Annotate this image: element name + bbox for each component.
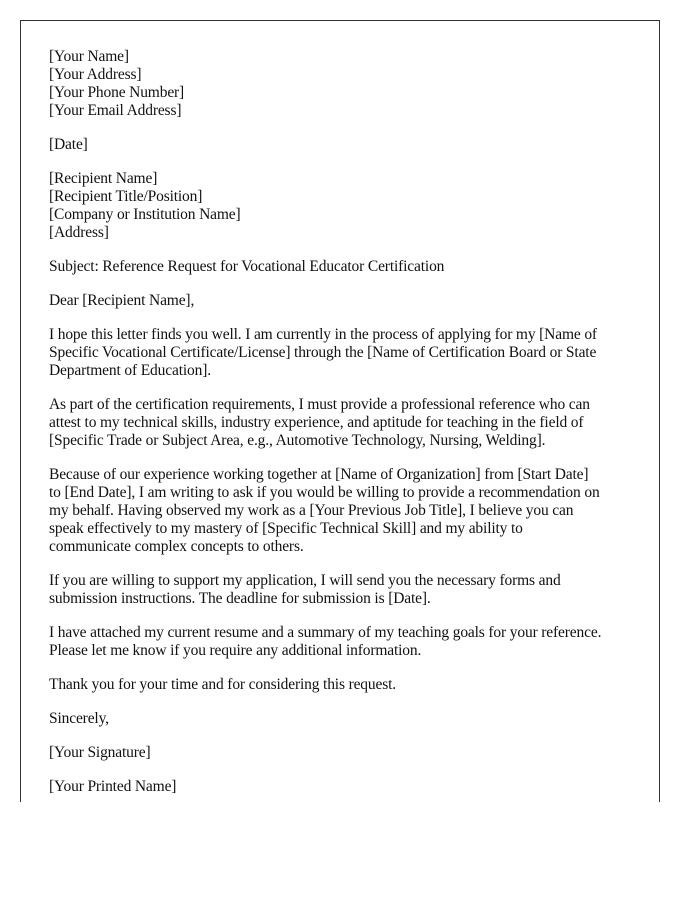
letter-page	[20, 20, 660, 802]
paragraph-line: submission instructions. The deadline for submission is [Date].	[49, 590, 431, 607]
paragraph-line: I have attached my current resume and a summary of my teaching goals for your reference.	[49, 624, 602, 641]
printed-name	[49, 778, 631, 796]
printed-name-text: [Your Printed Name]	[49, 778, 177, 795]
paragraph-line: Because of our experience working together at [Name of Organization] from [Start Date]	[49, 466, 589, 483]
closing-text: Sincerely,	[49, 710, 109, 727]
closing	[49, 710, 631, 728]
signature	[49, 744, 631, 762]
sender-phone: [Your Phone Number]	[49, 84, 185, 101]
sender-block	[49, 48, 631, 120]
body-paragraph-attachments	[49, 624, 631, 660]
paragraph-line: Thank you for your time and for considering this request.	[49, 676, 397, 693]
paragraph-line: Specific Vocational Certificate/License] through the [Name of Certification Board or State	[49, 344, 597, 361]
paragraph-line: As part of the certification requirements, I must provide a professional reference who can	[49, 396, 590, 413]
paragraph-line: [Specific Trade or Subject Area, e.g., Automotive Technology, Nursing, Welding].	[49, 432, 546, 449]
recipient-name: [Recipient Name]	[49, 170, 158, 187]
paragraph-line: attest to my technical skills, industry experience, and aptitude for teaching in the field of	[49, 414, 584, 431]
sender-address: [Your Address]	[49, 66, 142, 83]
body-paragraph-forms	[49, 572, 631, 608]
body-paragraph-requirements	[49, 396, 631, 450]
recipient-address: [Address]	[49, 224, 109, 241]
date-block	[49, 136, 631, 154]
paragraph-line: If you are willing to support my application, I will send you the necessary forms and	[49, 572, 561, 589]
signature-text: [Your Signature]	[49, 744, 151, 761]
sender-name: [Your Name]	[49, 48, 129, 65]
recipient-title: [Recipient Title/Position]	[49, 188, 203, 205]
salutation-text: Dear [Recipient Name],	[49, 292, 195, 309]
paragraph-line: Please let me know if you require any additional information.	[49, 642, 422, 659]
paragraph-line: communicate complex concepts to others.	[49, 538, 304, 555]
paragraph-line: speak effectively to my mastery of [Specific Technical Skill] and my ability to	[49, 520, 523, 537]
salutation	[49, 292, 631, 310]
recipient-company: [Company or Institution Name]	[49, 206, 241, 223]
letter-date: [Date]	[49, 136, 88, 153]
paragraph-line: I hope this letter finds you well. I am currently in the process of applying for my [Name of	[49, 326, 597, 343]
paragraph-line: to [End Date], I am writing to ask if you would be willing to provide a recommendation on	[49, 484, 600, 501]
subject-text: Subject: Reference Request for Vocational Educator Certification	[49, 258, 445, 275]
body-paragraph-thanks	[49, 676, 631, 694]
body-paragraph-intro	[49, 326, 631, 380]
body-paragraph-experience	[49, 466, 631, 556]
subject-line	[49, 258, 631, 276]
paragraph-line: my behalf. Having observed my work as a [Your Previous Job Title], I believe you can	[49, 502, 574, 519]
sender-email: [Your Email Address]	[49, 102, 182, 119]
recipient-block	[49, 170, 631, 242]
paragraph-line: Department of Education].	[49, 362, 211, 379]
